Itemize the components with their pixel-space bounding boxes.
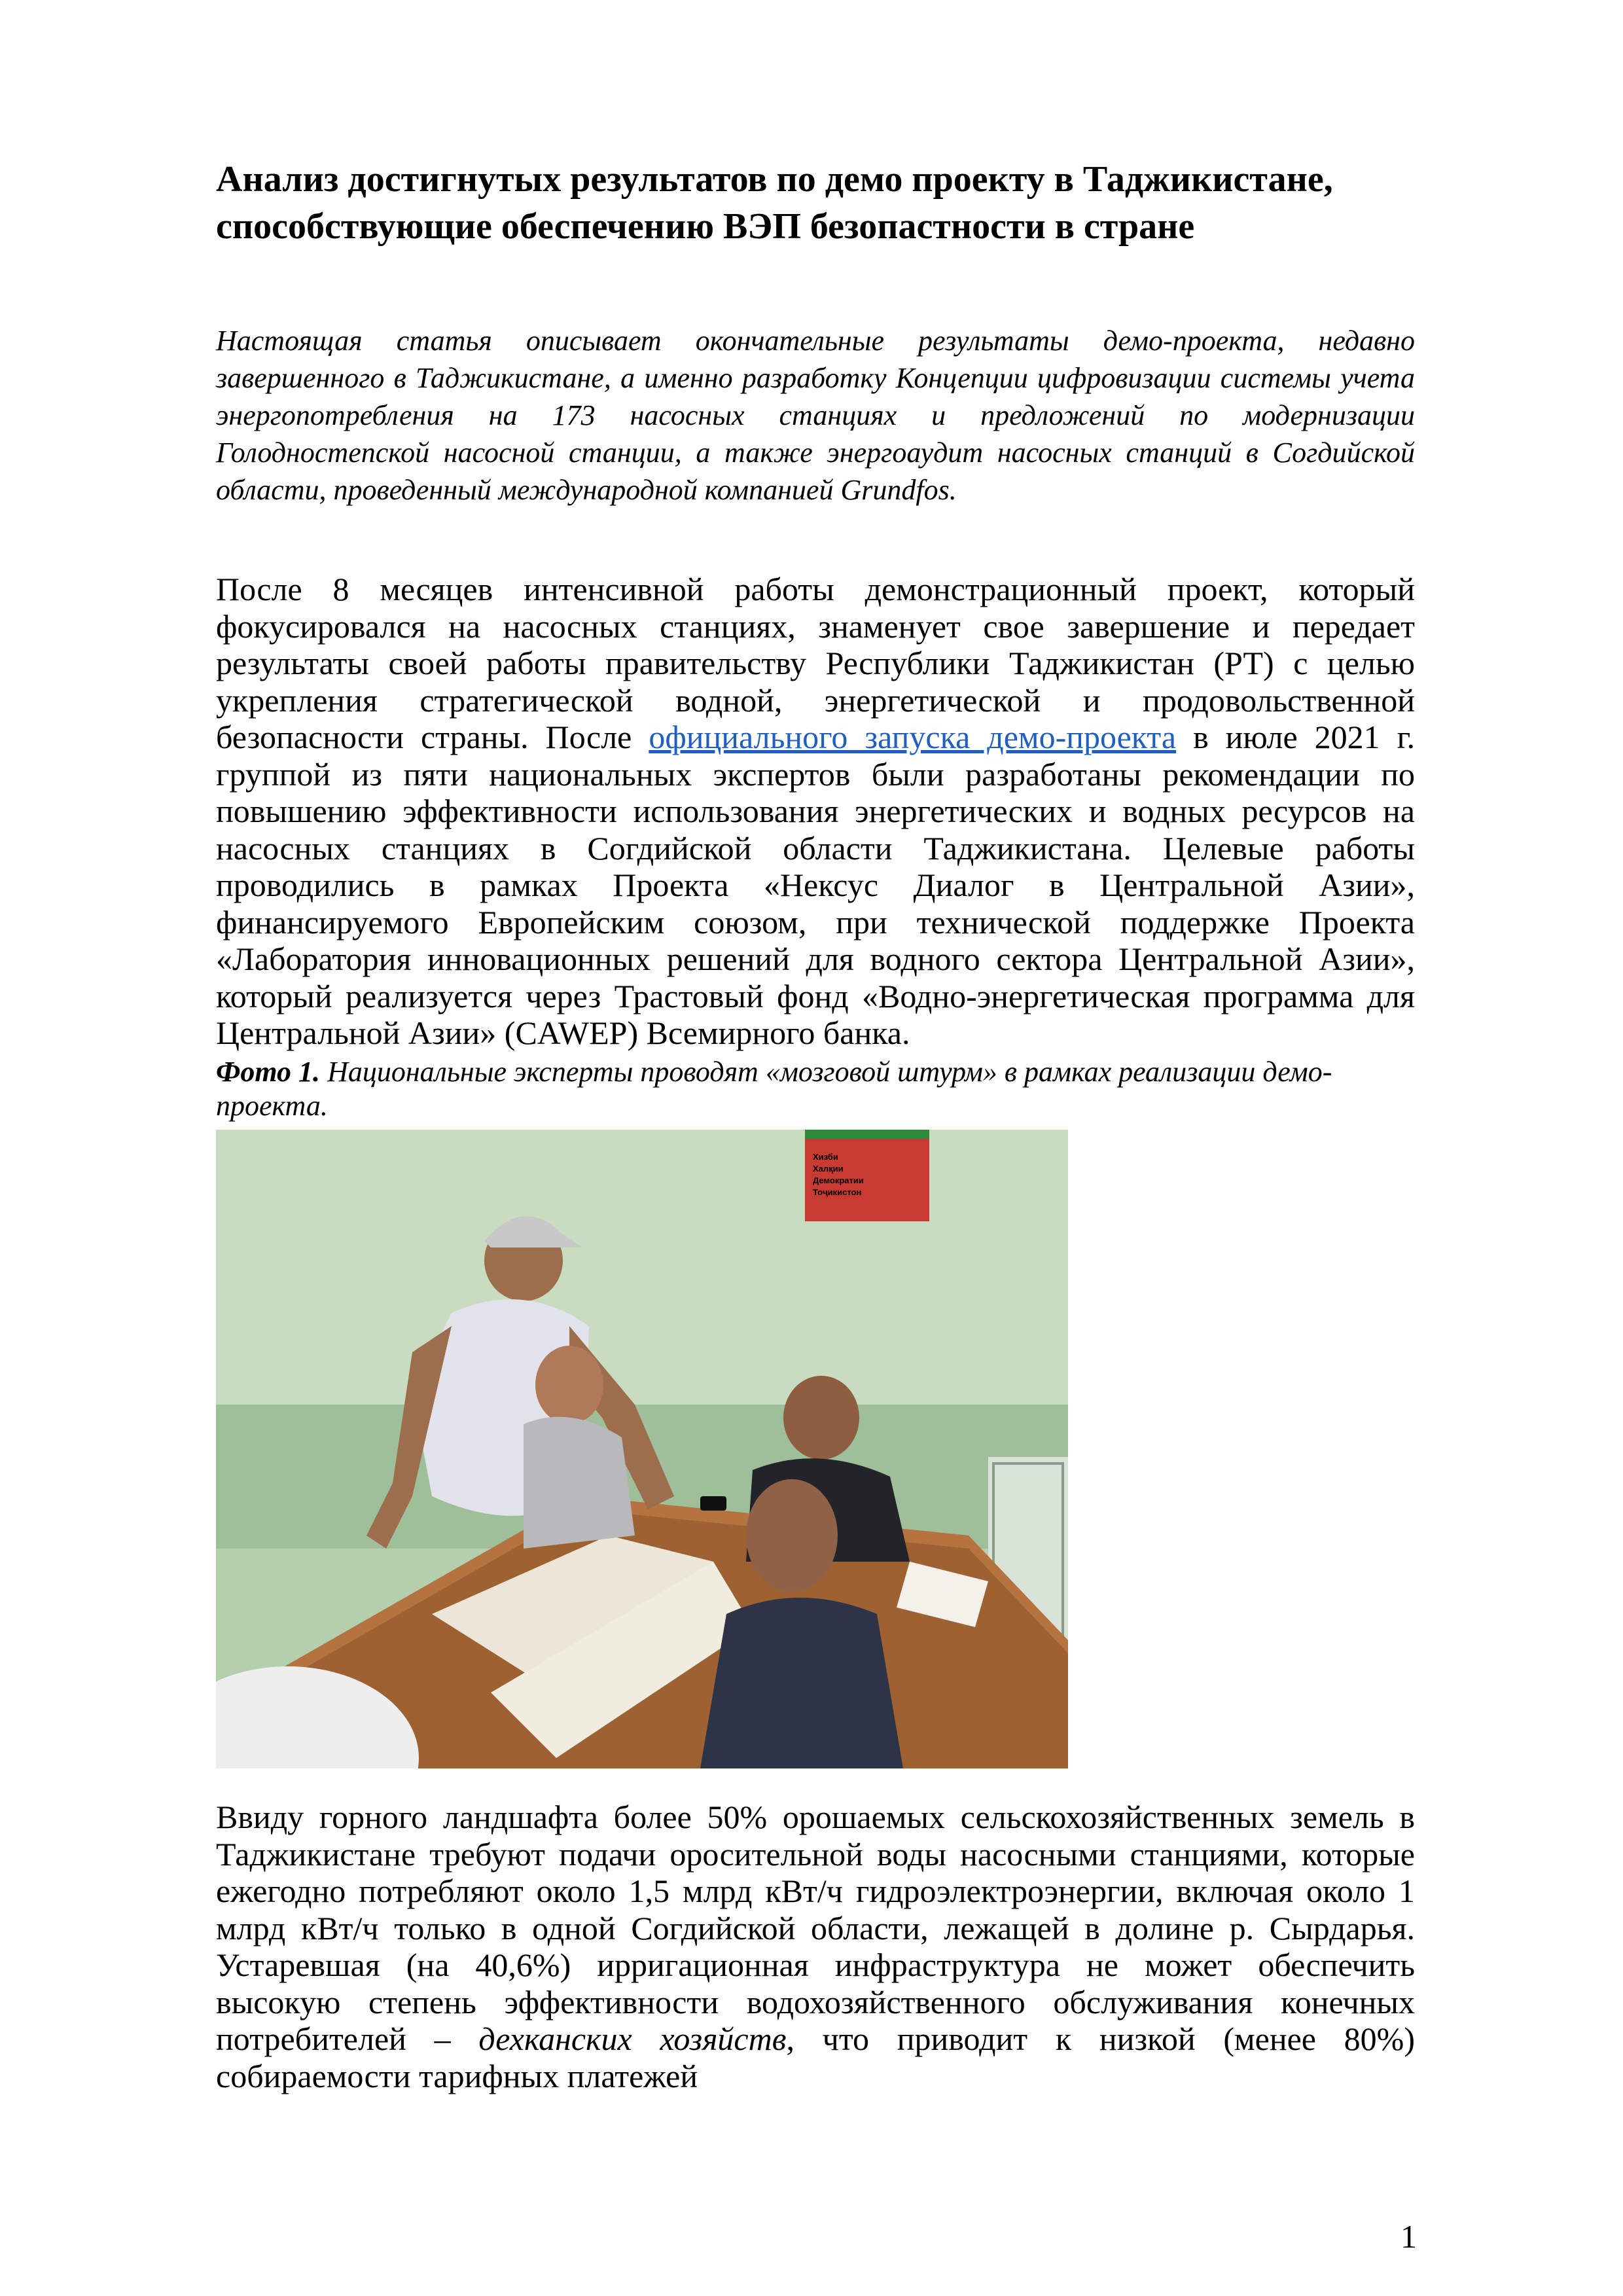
article-title: Анализ достигнутых результатов по демо проекту в Таджикистане, способствующие обеспечению ВЭП безопастности в стране <box>216 159 1333 247</box>
demo-launch-link[interactable]: официального запуска демо-проекта <box>649 719 1177 755</box>
body-paragraph-2 <box>216 1799 1415 2094</box>
poster <box>805 1130 929 1221</box>
paragraph-1-text-start: После 8 месяцев интенсивной работы демонстрационный проект, который фокусировался на насосных станциях, знаменует свое завершение и передает результаты своей работы правительству Республики Таджикистан (РТ) с целью укрепления стратегической водной, энергетической и продовольственной безопасности страны. После <box>216 571 1415 755</box>
paragraph-2-italic-term: дехканских хозяйств <box>478 2020 787 2057</box>
paragraph-2-text-end: , что приводит к низкой (менее 80%) собираемости тарифных платежей <box>216 2020 1415 2094</box>
page-number: 1 <box>1400 2218 1417 2255</box>
poster-line-3: Демократии <box>813 1175 864 1185</box>
paragraph-1-text-end: в июле 2021 г. группой из пяти национальных экспертов были разработаны рекомендации по повышению эффективности использования энергетических и водных ресурсов на насосных станциях в Согдийской области Таджикистана. Целевые работы проводились в рамках Проекта «Нексус Диалог в Центральной Азии», финансируемого Европейским союзом, при технической поддержке Проекта «Лаборатория инновационных решений для водного сектора Центральной Азии», который реализуется через Трастовый фонд «Водно-энергетическая программа для Центральной Азии» (CAWEP) Всемирного банка. <box>216 719 1415 1051</box>
photo-caption <box>216 1055 1415 1123</box>
poster-line-1: Хизби <box>813 1152 838 1162</box>
photo-caption-text: Национальные эксперты проводят «мозговой штурм» в рамках реализации демо-проекта. <box>216 1056 1332 1122</box>
article-abstract: Настоящая статья описывает окончательные результаты демо-проекта, недавно завершенного в Таджикистане, а именно разработку Концепции цифровизации системы учета энергопотребления на 173 насосных станциях и предложений по модернизации Голодностепской насосной станции, а также энергоаудит насосных станций в Согдийской области, проведенный международной компанией Grundfos. <box>216 325 1415 506</box>
poster-line-2: Халқии <box>813 1164 844 1174</box>
photo-caption-label: Фото 1. <box>216 1056 321 1088</box>
poster-line-4: Тоҷикистон <box>813 1187 862 1197</box>
experts-meeting-photo <box>216 1130 1068 1768</box>
body-paragraph-1 <box>216 571 1415 1052</box>
paragraph-2-text-start: Ввиду горного ландшафта более 50% орошаемых сельскохозяйственных земель в Таджикистане требуют подачи оросительной воды насосными станциями, которые ежегодно потребляют около 1,5 млрд кВт/ч гидроэлектроэнергии, включая около 1 млрд кВт/ч только в одной Согдийской области, лежащей в долине р. Сырдарья. Устаревшая (на 40,6%) ирригационная инфраструктура не может обеспечить высокую степень эффективности водохозяйственного обслуживания конечных потребителей – <box>216 1799 1415 2057</box>
